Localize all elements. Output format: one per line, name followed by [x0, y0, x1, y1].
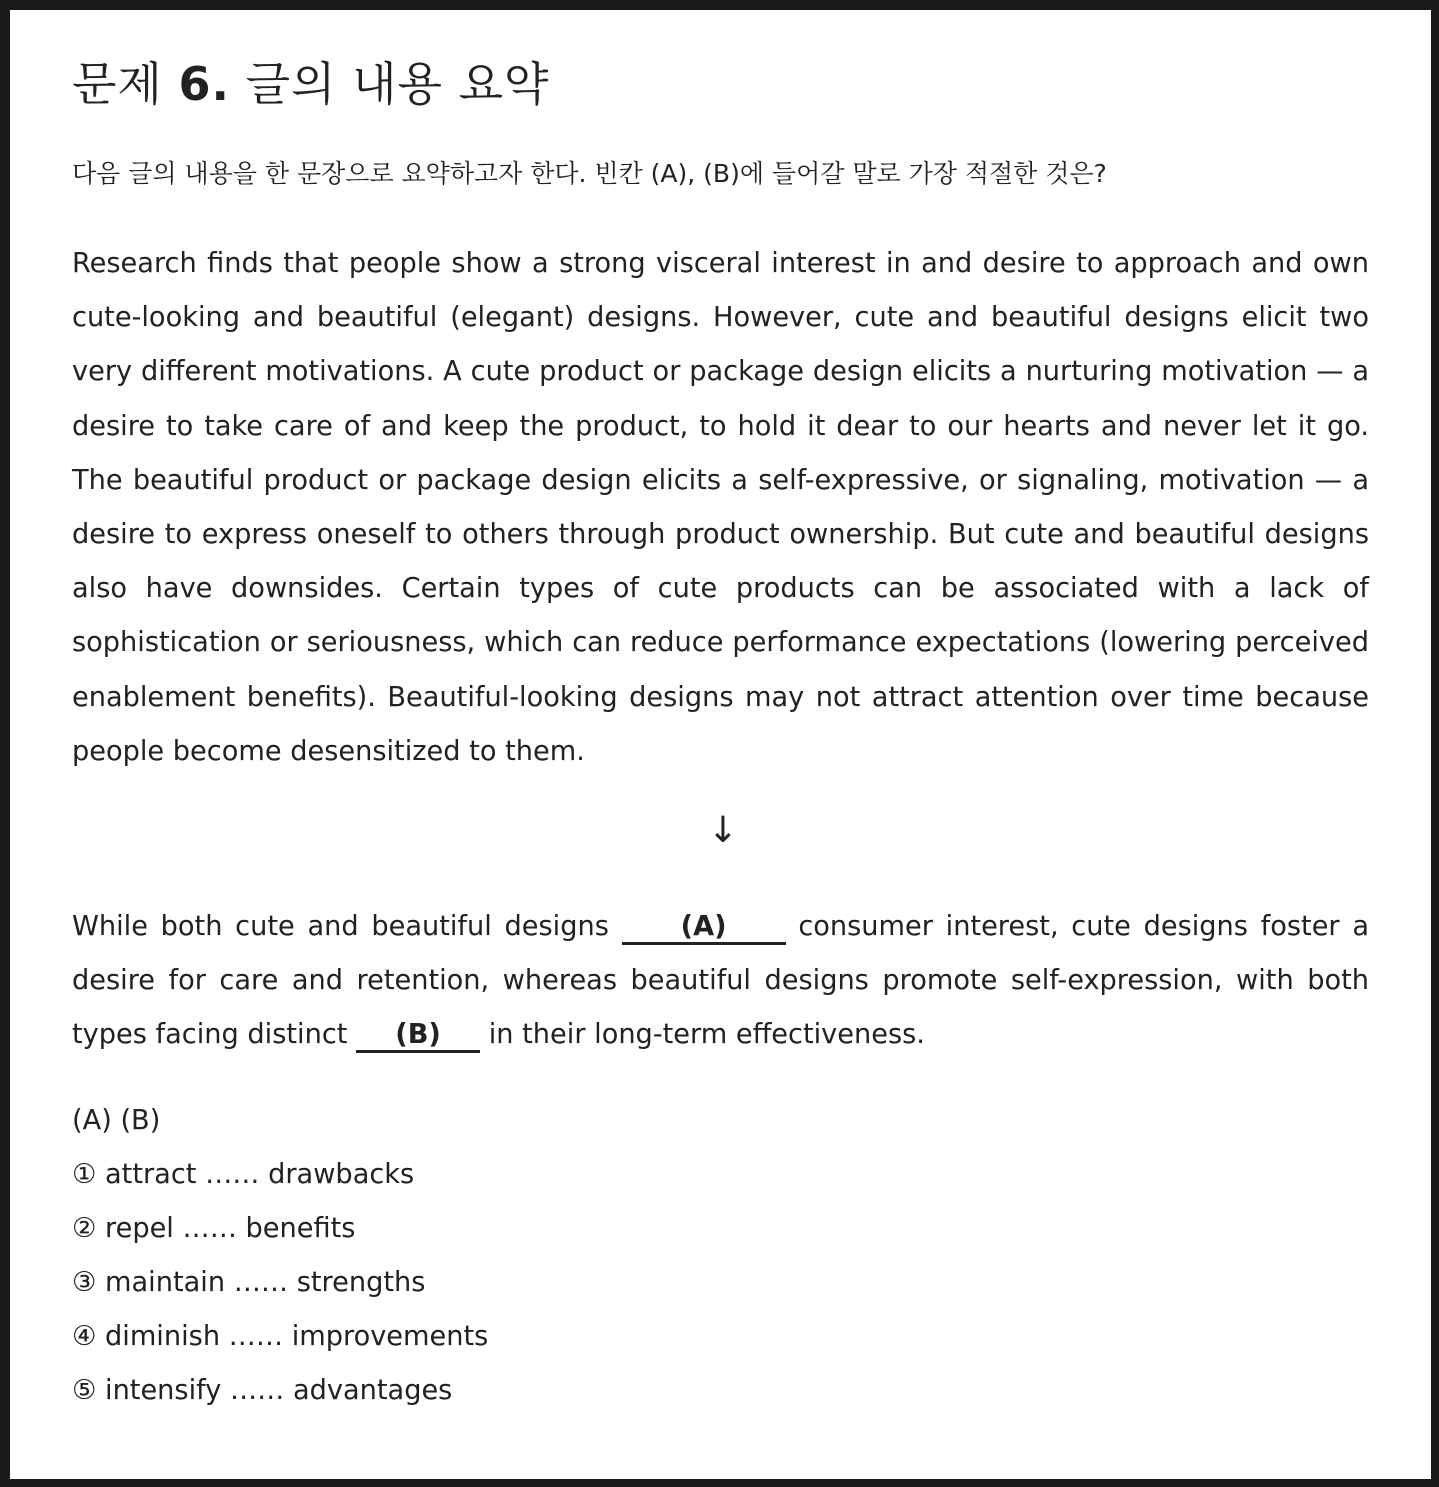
- summary-sentence: [72, 900, 1369, 1063]
- option-1[interactable]: ① attract …… drawbacks: [72, 1159, 415, 1190]
- title-prefix: 문제: [72, 57, 163, 111]
- question-page: [10, 10, 1431, 1479]
- question-title: [72, 48, 549, 114]
- answer-options: [72, 1094, 872, 1418]
- option-5[interactable]: ⑤ intensify …… advantages: [72, 1375, 453, 1406]
- blank-a: (A): [622, 912, 786, 945]
- summary-part-3: in their long-term effectiveness.: [480, 1019, 925, 1051]
- summary-part-1: While both cute and beautiful designs: [72, 911, 622, 942]
- question-number: 6.: [178, 57, 230, 111]
- down-arrow-icon: ↓: [707, 810, 739, 851]
- option-2[interactable]: ② repel …… benefits: [72, 1213, 356, 1244]
- blank-b: (B): [356, 1020, 480, 1053]
- reading-passage: Research finds that people show a strong visceral interest in and desire to approach and own cute-looking and beautiful (elegant) designs. However, cute and beautiful designs elicit two very different motivations. A cute product or package design elicits a nurturing motivation — a desire to take care of and keep the product, to hold it dear to our hearts and never let it go. The beautiful product or package design elicits a self-expressive, or signaling, motivation — a desire to express oneself to others through product ownership. But cute and beautiful designs also have downsides. Certain types of cute products can be associated with a lack of sophistication or seriousness, which can reduce performance expectations (lowering perceived enablement benefits). Beautiful-looking designs may not attract attention over time because people become desensitized to them.: [72, 248, 1369, 767]
- summary-part-2: consumer interest, cute designs foster a desire for care and retention, whereas beautiful designs promote self-expression, with both types facing distinct: [72, 911, 1369, 1051]
- option-4[interactable]: ④ diminish …… improvements: [72, 1321, 489, 1352]
- options-header: (A) (B): [72, 1105, 161, 1136]
- question-instruction: 다음 글의 내용을 한 문장으로 요약하고자 한다. 빈칸 (A), (B)에 들어갈 말로 가장 적절한 것은?: [72, 159, 1107, 188]
- title-text: 글의 내용 요약: [245, 57, 550, 111]
- option-3[interactable]: ③ maintain …… strengths: [72, 1267, 426, 1298]
